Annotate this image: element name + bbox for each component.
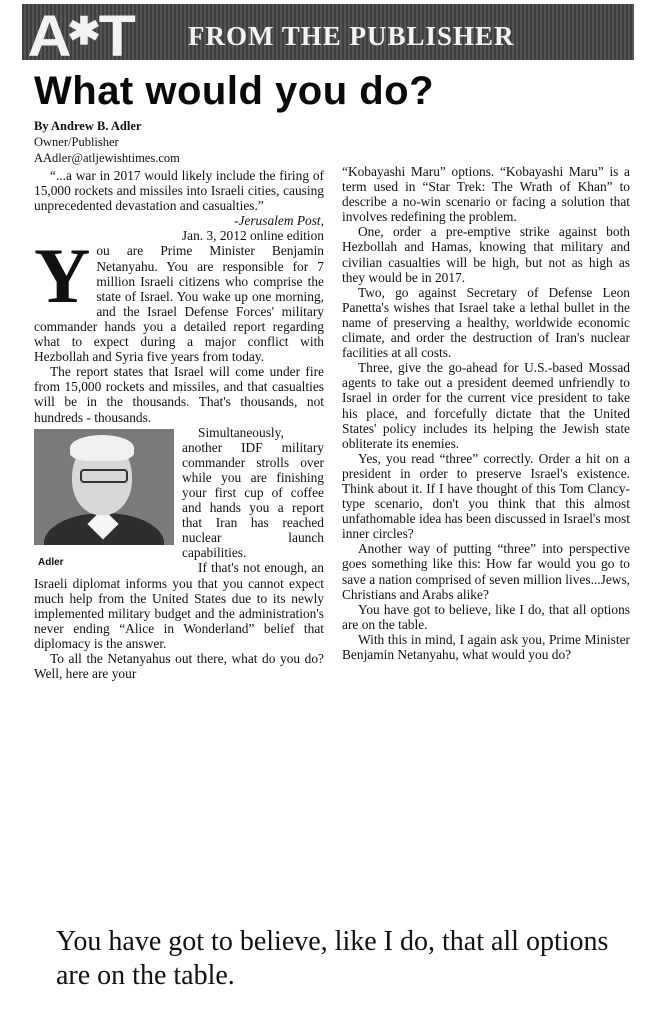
body-paragraph: To all the Netanyahus out there, what do you do? Well, here are your xyxy=(34,651,324,682)
author-title: Owner/Publisher xyxy=(34,135,119,149)
article-headline: What would you do? xyxy=(34,69,435,113)
byline xyxy=(34,118,180,166)
epigraph-source: -Jerusalem Post, xyxy=(234,213,324,229)
author-photo xyxy=(34,429,174,545)
logo-letter-t: T xyxy=(98,4,132,69)
epigraph-quote: “...a war in 2017 would likely include the firing of 15,000 rockets and missiles into Israeli cities, causing unprecedented devastation and casualties.” xyxy=(34,168,324,214)
pull-quote: You have got to believe, like I do, that all options are on the table. xyxy=(56,926,609,991)
author-email[interactable]: AAdler@atljewishtimes.com xyxy=(34,151,180,165)
body-paragraph xyxy=(34,364,324,424)
body-paragraph: Simultaneously, another IDF military commander strolls over while you are finishing your first cup of coffee and hands you a report that Iran has reached nuclear launch capabilities. xyxy=(182,424,324,561)
paragraph-text: The report states that Israel will come under fire from 15,000 rockets and missiles, and that casualties will be in the thousands. That's thousands, not hundreds - thousands. xyxy=(34,364,324,425)
body-paragraph: With this in mind, I again ask you, Prime Minister Benjamin Netanyahu, what would you do? xyxy=(342,631,630,662)
drop-cap: Y xyxy=(34,232,91,320)
left-column xyxy=(34,168,324,681)
body-paragraph: You have got to believe, like I do, that all options are on the table. xyxy=(342,601,630,632)
publication-logo xyxy=(27,4,132,69)
body-paragraph: Three, give the go-ahead for U.S.-based Mossad agents to take out a president deemed unfriendly to Israel in order for the current vice president to take his place, and forcefully dictate that the United States' policy includes its helping the Jewish state obliterate its enemies. xyxy=(342,360,630,451)
author-photo-block xyxy=(34,429,174,570)
body-paragraph: Another way of putting “three” into perspective goes something like this: How far would you go to save a nation comprised of seven million lives...Jews, Christians and Arabs alike? xyxy=(342,541,630,602)
body-paragraph: Two, go against Secretary of Defense Leon Panetta's wishes that Israel take a lethal bullet in the name of preserving a healthy, worldwide economic climate, and order the destruction of Iran's nuclear facilities at all costs. xyxy=(342,284,630,361)
section-title: FROM THE PUBLISHER xyxy=(188,21,515,51)
author-name: By Andrew B. Adler xyxy=(34,119,142,133)
epigraph-date: Jan. 3, 2012 online edition xyxy=(181,228,324,244)
body-paragraph: If that's not enough, an Israeli diplomat informs you that you cannot expect much help from the United States due to its newly implemented military budget and the administration's never ending “Alice in Wonderland” belief that diplomacy is the answer. xyxy=(34,560,324,651)
body-paragraph: Yes, you read “three” correctly. Order a hit on a president in order to preserve Israel's existence. Think about it. If I have thought of this Tom Clancy-type scenario, don't you think that this almost unfathomable idea has been discussed in Israel's most inner circles? xyxy=(342,450,630,542)
logo-letter-a: A xyxy=(27,4,68,69)
section-banner xyxy=(22,4,634,69)
right-column xyxy=(342,164,630,662)
photo-caption: Adler xyxy=(38,556,64,568)
body-paragraph: One, order a pre-emptive strike against both Hezbollah and Hamas, knowing that military and civilian casualties will be high, but not as high as they would be in 2017. xyxy=(342,224,630,285)
star-icon: ✱ xyxy=(67,11,99,53)
paragraph-text: ou are Prime Minister Benjamin Netanyahu. You are responsible for 7 million Israeli citizens who comprise the state of Israel. You wake up one morning, and the Israel Defense Forces' military commander hands you a detailed report regarding what to expect during a major conflict with Hezbollah and Syria five years from today. xyxy=(34,243,324,365)
body-paragraph: “Kobayashi Maru” options. “Kobayashi Maru” is a term used in “Star Trek: The Wrath of Khan” to describe a no-win scenario or facing a solution that involves redefining the problem. xyxy=(342,164,630,225)
